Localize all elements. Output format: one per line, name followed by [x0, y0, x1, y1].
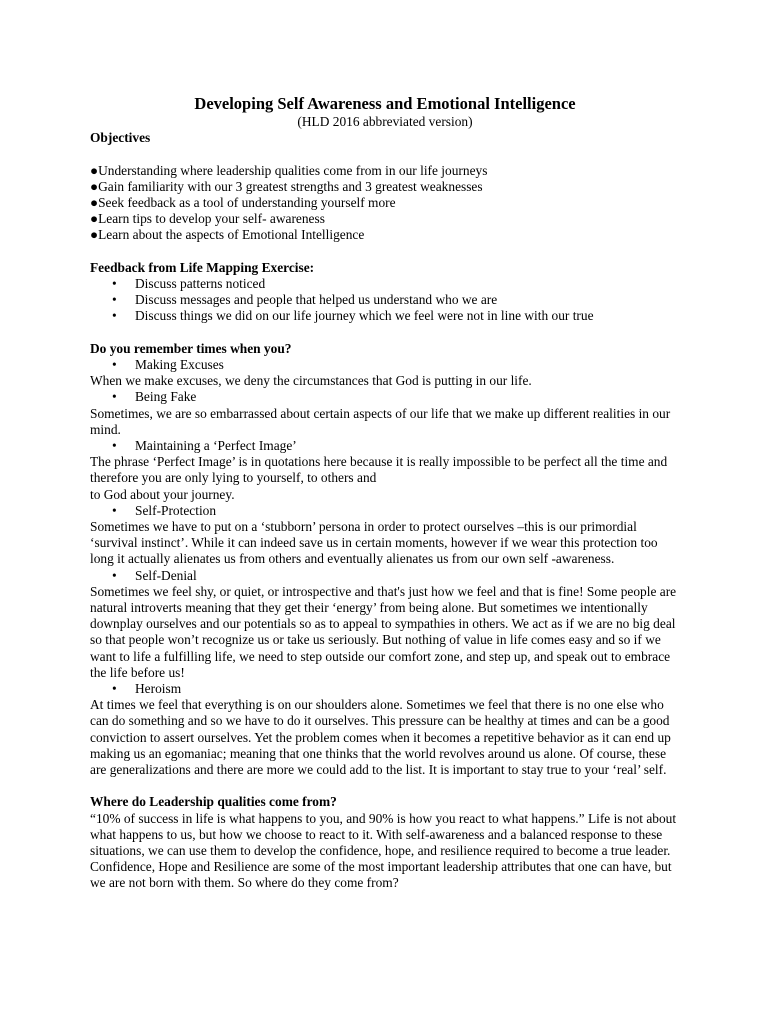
objectives-heading: Objectives [90, 130, 151, 146]
remember-item-fake: • Being Fake [90, 389, 680, 405]
document-title: Developing Self Awareness and Emotional Intelligence [194, 94, 576, 113]
remember-item-self-denial: • Self-Denial [90, 568, 680, 584]
feedback-heading: Feedback from Life Mapping Exercise: [90, 259, 315, 275]
self-denial-text: Sometimes we feel shy, or quiet, or introspective and that's just how we feel and that is fine! Some people are natural introverts meaning that they get their ‘energy’ from being alone. But sometimes we intentionally downplay ourselves and our potentials so as to appeal to sympathies in others. We act as if we are no big deal so that people won’t recognize us or take us seriously. But nothing of value in life comes easy and so if we want to life a fulfilling life, we need to step outside our comfort zone, and step up, and speak out to embrace the life before us! [90, 583, 677, 680]
document-subtitle: (HLD 2016 abbreviated version) [297, 114, 473, 129]
perfect-image-text-continued: to God about your journey. [90, 486, 235, 502]
excuses-text: When we make excuses, we deny the circumstances that God is putting in our life. [90, 373, 532, 389]
leadership-heading: Where do Leadership qualities come from? [90, 794, 337, 810]
remember-list [90, 357, 680, 373]
remember-item-heroism: • Heroism [90, 681, 680, 697]
feedback-item: • Discuss patterns noticed [90, 276, 680, 292]
objective-item: ●Learn tips to develop your self- awareness [90, 211, 325, 227]
fake-text: Sometimes, we are so embarrassed about certain aspects of our life that we make up different realities in our mind. [90, 405, 671, 437]
remember-heading: Do you remember times when you? [90, 340, 292, 356]
remember-list [90, 568, 680, 584]
spacer [90, 778, 680, 794]
objective-item: ●Gain familiarity with our 3 greatest strengths and 3 greatest weaknesses [90, 178, 483, 194]
objective-item: ●Understanding where leadership qualities come from in our life journeys [90, 162, 488, 178]
objective-item: ●Learn about the aspects of Emotional Intelligence [90, 227, 365, 243]
spacer [90, 244, 680, 260]
remember-list [90, 438, 680, 454]
remember-item-excuses: • Making Excuses [90, 357, 680, 373]
spacer [90, 146, 680, 162]
leadership-text: “10% of success in life is what happens to you, and 90% is how you react to what happens.” Life is not about what happens to us, but how we choose to react to it. With self-awareness and a balanced response to these situations, we can use them to develop the confidence, hope, and resilience required to become a true leader. Confidence, Hope and Resilience are some of the most important leadership attributes that one can have, but we are not born with them. So where do they come from? [90, 810, 677, 891]
remember-list [90, 503, 680, 519]
remember-list [90, 389, 680, 405]
remember-item-self-protection: • Self-Protection [90, 503, 680, 519]
feedback-list [90, 276, 680, 325]
heroism-text: At times we feel that everything is on our shoulders alone. Sometimes we feel that there is no one else who can do something and so we have to do it ourselves. This pressure can be healthy at times and can be a good conviction to assert ourselves. Yet the problem comes when it becomes a repetitive behavior as it can end up making us an egomaniac; meaning that one thinks that the world revolves around us alone. Of course, these are generalizations and there are more we could add to the list. It is important to stay true to your ‘real’ self. [90, 697, 671, 778]
spacer [90, 325, 680, 341]
remember-item-perfect-image: • Maintaining a ‘Perfect Image’ [90, 438, 680, 454]
self-protection-text: Sometimes we have to put on a ‘stubborn’ persona in order to protect ourselves –this is our primordial ‘survival instinct’. While it can indeed save us in certain moments, however if we wear this protection too long it actually alienates us from others and eventually alienates us from our own self -awareness. [90, 519, 658, 567]
feedback-item: • Discuss things we did on our life journey which we feel were not in line with our true [90, 308, 680, 324]
objective-item: ●Seek feedback as a tool of understanding yourself more [90, 195, 396, 210]
remember-list [90, 681, 680, 697]
feedback-item: • Discuss messages and people that helped us understand who we are [90, 292, 680, 308]
perfect-image-text: The phrase ‘Perfect Image’ is in quotations here because it is really impossible to be perfect all the time and therefore you are only lying to yourself, to others and [90, 454, 668, 486]
document-body [90, 94, 680, 892]
